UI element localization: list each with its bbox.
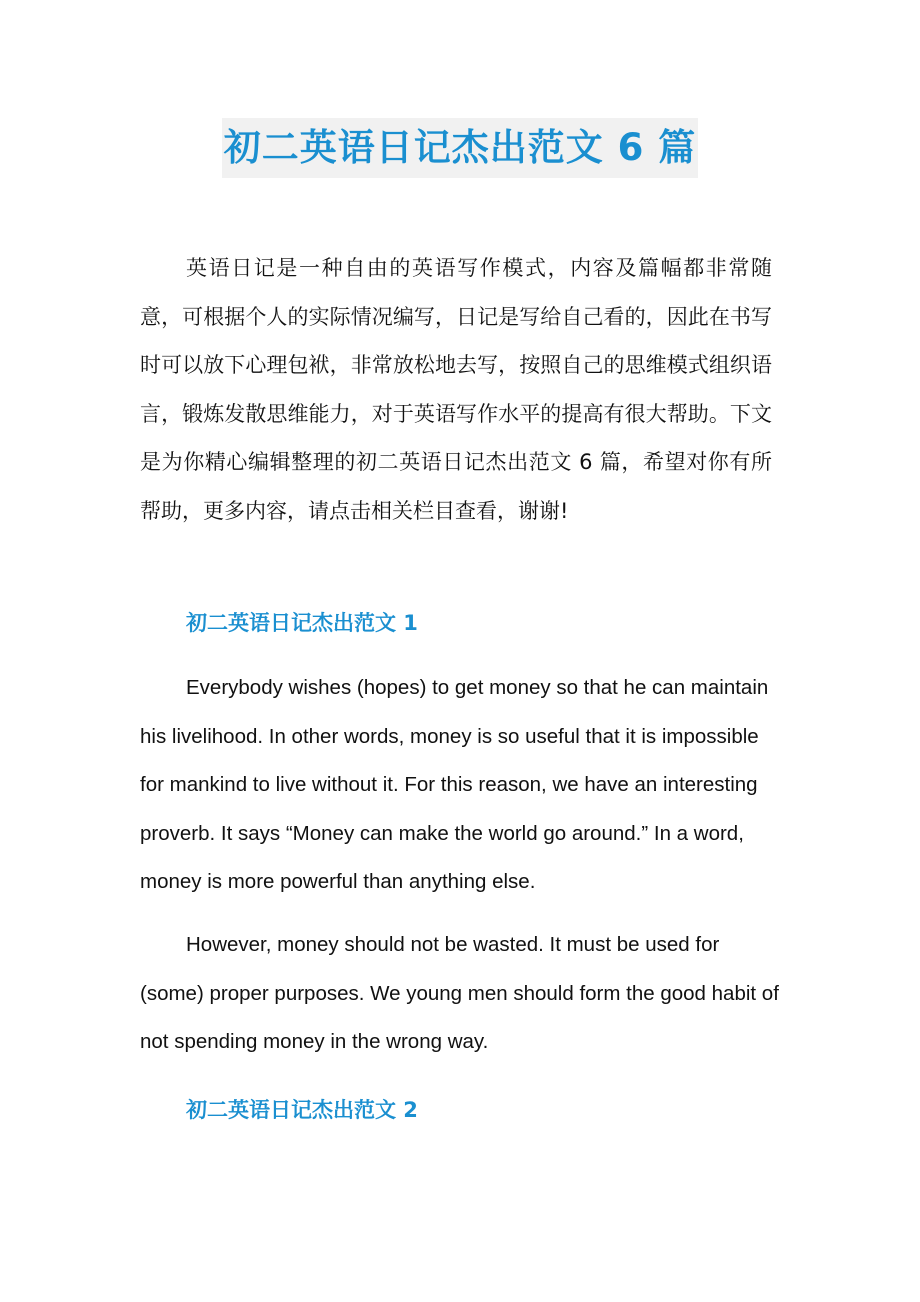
- intro-paragraph: 英语日记是一种自由的英语写作模式，内容及篇幅都非常随意，可根据个人的实际情况编写，日记是写给自己看的，因此在书写时可以放下心理包袱，非常放松地去写，按照自己的思维模式组织语言，锻炼发散思维能力，对于英语写作水平的提高有很大帮助。下文是为你精心编辑整理的初二英语日记杰出范文 6 篇，希望对你有所帮助，更多内容，请点击相关栏目查看，谢谢!: [140, 256, 772, 523]
- essay-1-paragraph-2: However, money should not be wasted. It must be used for (some) proper purposes. We young men should form the good habit of not spending money in the wrong way.: [140, 933, 779, 1053]
- document-title: 初二英语日记杰出范文 6 篇: [222, 118, 699, 178]
- section-heading-2: 初二英语日记杰出范文 2: [186, 1098, 418, 1122]
- essay-1-paragraph-1: Everybody wishes (hopes) to get money so that he can maintain his livelihood. In other words, money is so useful that it is impossible for mankind to live without it. For this reason, we have an interesting proverb. It says “Money can make the world go around.” In a word, money is more powerful than anything else.: [140, 676, 769, 893]
- title-container: [0, 118, 920, 178]
- section-heading-1: 初二英语日记杰出范文 1: [186, 611, 418, 635]
